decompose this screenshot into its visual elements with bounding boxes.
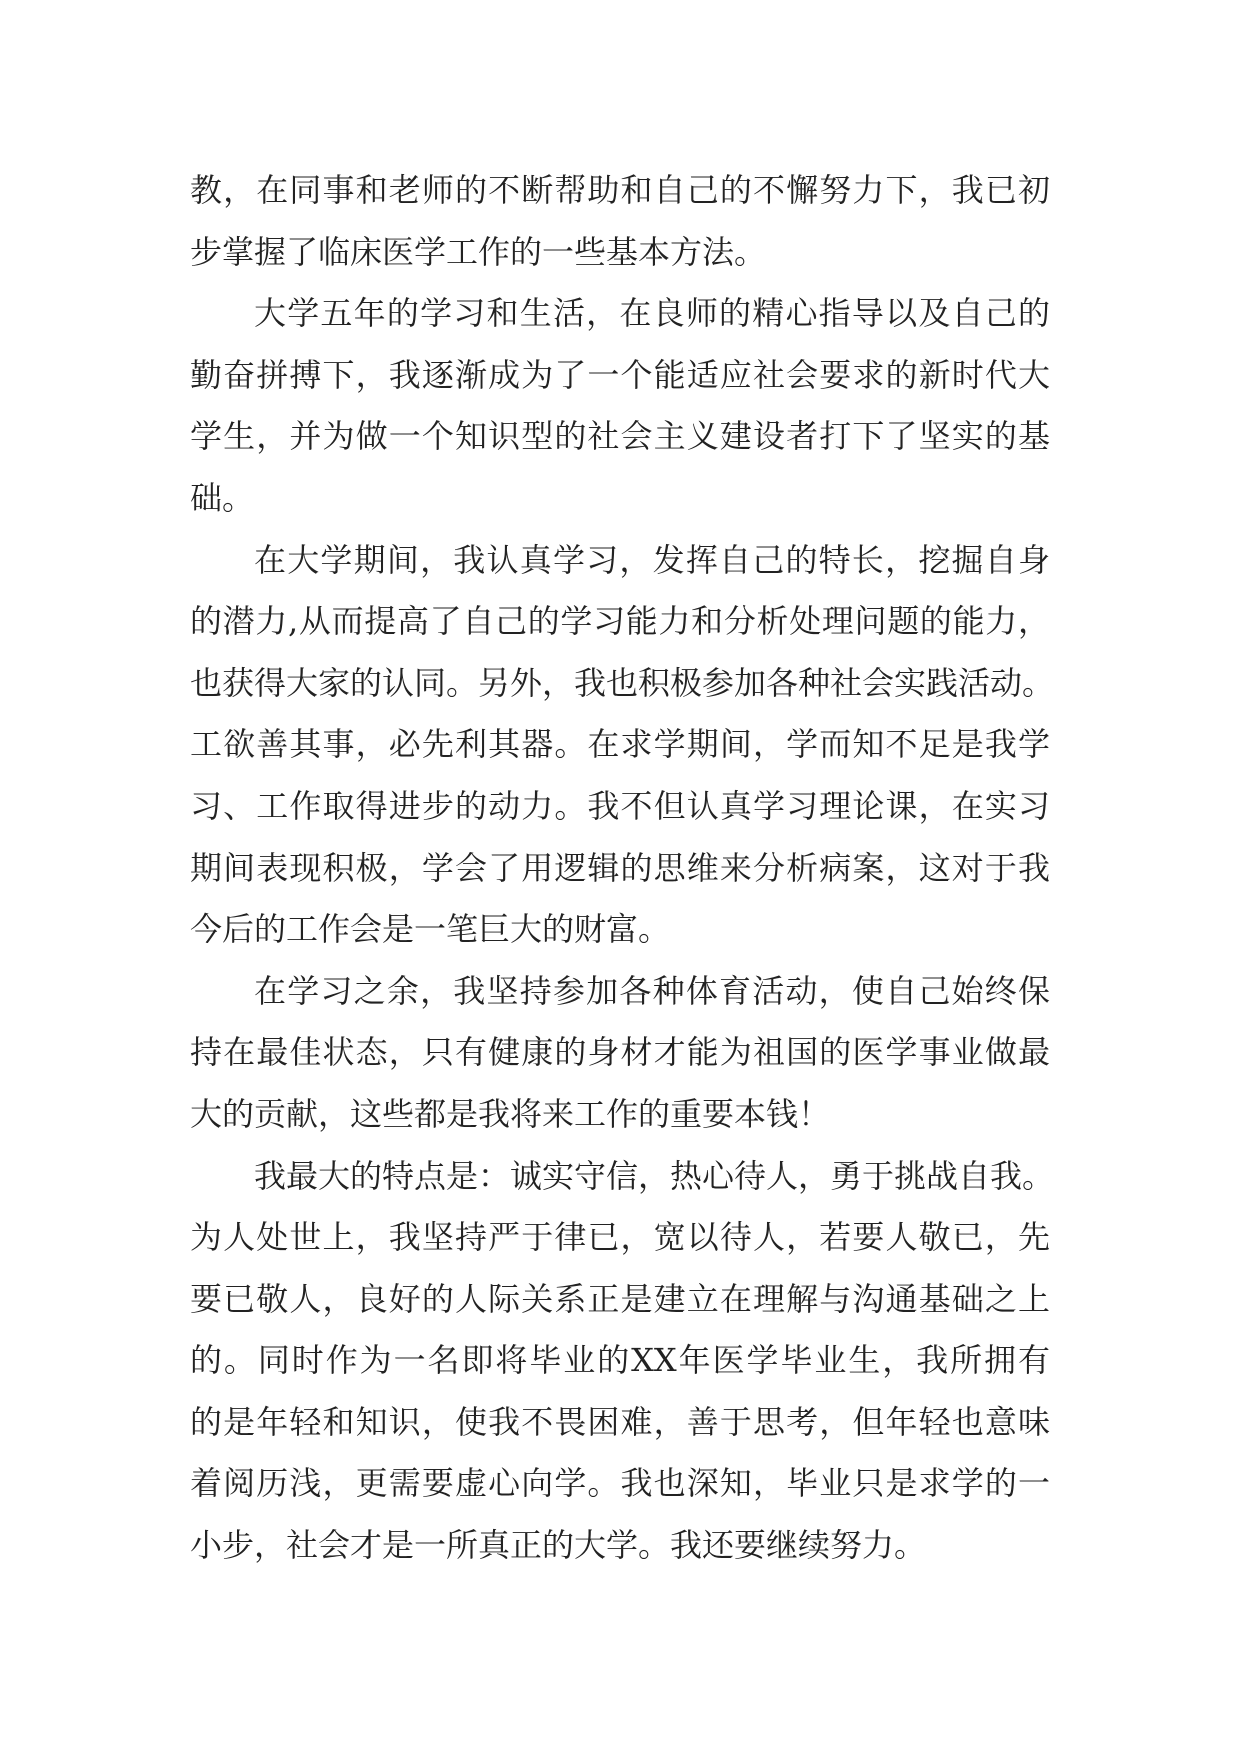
text-line: 着阅历浅，更需要虚心向学。我也深知，毕业只是求学的一 <box>190 1464 1050 1503</box>
text-line: 勤奋拼搏下，我逐渐成为了一个能适应社会要求的新时代大 <box>190 355 1050 394</box>
text-line: 大学五年的学习和生活，在良师的精心指导以及自己的 <box>254 294 1050 333</box>
text-line: 的潜力,从而提高了自己的学习能力和分析处理问题的能力， <box>190 602 1050 641</box>
document-body <box>190 160 1055 1577</box>
text-line: 持在最佳状态，只有健康的身材才能为祖国的医学事业做最 <box>190 1033 1050 1072</box>
text-line: 小步，社会才是一所真正的大学。我还要继续努力。 <box>190 1526 927 1565</box>
text-line: 今后的工作会是一笔巨大的财富。 <box>190 910 671 949</box>
text-line: 工欲善其事，必先利其器。在求学期间，学而知不足是我学 <box>190 725 1050 764</box>
text-line: 在学习之余，我坚持参加各种体育活动，使自己始终保 <box>254 971 1050 1010</box>
text-line: 我最大的特点是：诚实守信，热心待人，勇于挑战自我。 <box>254 1156 1055 1195</box>
text-line: 教，在同事和老师的不断帮助和自己的不懈努力下，我已初 <box>190 171 1050 209</box>
text-line: 的是年轻和知识，使我不畏困难，善于思考，但年轻也意味 <box>190 1402 1050 1441</box>
text-line: 础。 <box>190 478 255 517</box>
text-line: 大的贡献，这些都是我将来工作的重要本钱！ <box>190 1094 831 1133</box>
text-line: 在大学期间，我认真学习，发挥自己的特长，挖掘自身 <box>254 540 1050 579</box>
text-line: 要已敬人，良好的人际关系正是建立在理解与沟通基础之上 <box>190 1279 1050 1318</box>
text-line: 习、工作取得进步的动力。我不但认真学习理论课，在实习 <box>190 786 1050 825</box>
text-line: 也获得大家的认同。另外，我也积极参加各种社会实践活动。 <box>190 663 1055 702</box>
text-line: 的。同时作为一名即将毕业的XX年医学毕业生，我所拥有 <box>190 1341 1050 1380</box>
text-line: 学生，并为做一个知识型的社会主义建设者打下了坚实的基 <box>190 417 1050 456</box>
text-line: 为人处世上，我坚持严于律已，宽以待人，若要人敬已，先 <box>190 1218 1050 1257</box>
text-line: 期间表现积极，学会了用逻辑的思维来分析病案，这对于我 <box>190 848 1050 887</box>
text-line: 步掌握了临床医学工作的一些基本方法。 <box>190 232 767 271</box>
